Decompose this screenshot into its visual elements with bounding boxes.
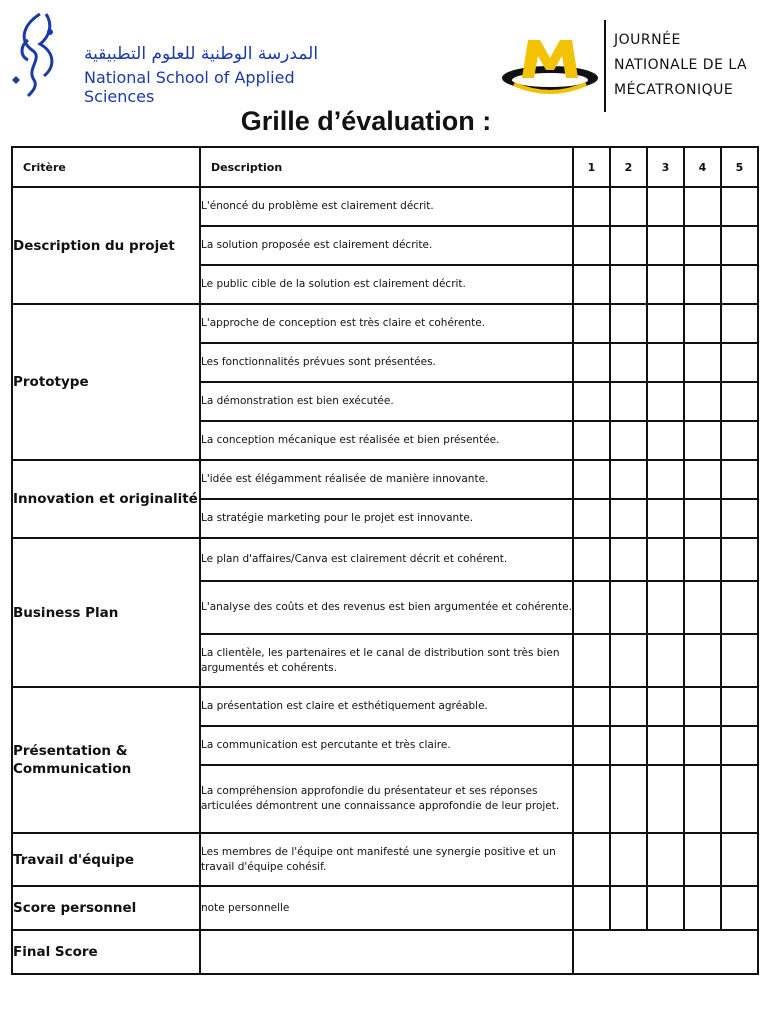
description-cell: note personnelle [200,886,573,930]
score-box[interactable] [647,833,684,886]
description-cell: La stratégie marketing pour le projet est innovante. [200,499,573,538]
score-box[interactable] [573,765,610,833]
score-box[interactable] [573,581,610,634]
score-box[interactable] [573,421,610,460]
score-box[interactable] [647,886,684,930]
score-box[interactable] [573,265,610,304]
event-name-line: JOURNÉE [614,32,681,48]
score-box[interactable] [684,187,721,226]
table-row [12,187,758,226]
score-box[interactable] [721,634,758,687]
criterion-cell: Innovation et originalité [12,460,200,538]
score-box[interactable] [647,581,684,634]
score-box[interactable] [721,499,758,538]
score-box[interactable] [647,726,684,765]
score-box[interactable] [573,226,610,265]
description-cell: Les fonctionnalités prévues sont présentées. [200,343,573,382]
score-box[interactable] [721,886,758,930]
score-box[interactable] [684,634,721,687]
score-box[interactable] [684,382,721,421]
table-row [12,304,758,343]
description-cell: La conception mécanique est réalisée et bien présentée. [200,421,573,460]
event-name-line: NATIONALE DE LA [614,57,748,73]
score-box[interactable] [610,833,647,886]
table-row [12,886,758,930]
score-box[interactable] [684,581,721,634]
score-box[interactable] [684,538,721,581]
score-box[interactable] [610,460,647,499]
description-cell: L'approche de conception est très claire et cohérente. [200,304,573,343]
table-row [12,460,758,499]
score-box[interactable] [647,226,684,265]
score-box[interactable] [573,538,610,581]
score-box[interactable] [721,343,758,382]
event-name-line: MÉCATRONIQUE [614,82,734,98]
score-box[interactable] [684,460,721,499]
description-cell: La présentation est claire et esthétiquement agréable. [200,687,573,726]
description-cell: La démonstration est bien exécutée. [200,382,573,421]
score-box[interactable] [573,382,610,421]
score-box[interactable] [684,304,721,343]
score-box[interactable] [721,304,758,343]
score-box[interactable] [610,581,647,634]
score-box[interactable] [610,499,647,538]
score-box[interactable] [721,187,758,226]
description-cell: La communication est percutante et très claire. [200,726,573,765]
score-box[interactable] [684,726,721,765]
criterion-cell: Final Score [12,930,200,974]
school-name-english: National School of Applied Sciences [84,68,295,106]
score-box[interactable] [647,687,684,726]
description-cell: Le plan d'affaires/Canva est clairement décrit et cohérent. [200,538,573,581]
description-cell: L'analyse des coûts et des revenus est bien argumentée et cohérente. [200,581,573,634]
description-cell: L'idée est élégamment réalisée de manière innovante. [200,460,573,499]
criterion-cell: Business Plan [12,538,200,687]
score-box[interactable] [573,343,610,382]
description-cell: La compréhension approfondie du présentateur et ses réponses articulées démontrent une connaissance approfondie de leur projet. [200,765,573,833]
score-box[interactable] [721,421,758,460]
score-box[interactable] [721,226,758,265]
description-cell: La clientèle, les partenaires et le canal de distribution sont très bien argumentés et cohérents. [200,634,573,687]
criterion-cell: Prototype [12,304,200,460]
score-box[interactable] [684,765,721,833]
score-box[interactable] [721,765,758,833]
score-box[interactable] [610,538,647,581]
score-box[interactable] [721,265,758,304]
score-box[interactable] [573,304,610,343]
score-box[interactable] [573,886,610,930]
score-box[interactable] [647,187,684,226]
header-score: 2 [610,147,647,187]
score-box[interactable] [647,538,684,581]
school-logo [10,10,330,106]
score-box[interactable] [647,499,684,538]
school-emblem-icon [10,10,70,100]
score-box[interactable] [610,226,647,265]
score-box[interactable] [684,343,721,382]
score-box[interactable] [684,833,721,886]
event-logo [498,18,768,114]
score-box[interactable] [647,765,684,833]
criterion-cell: Score personnel [12,886,200,930]
score-box[interactable] [610,265,647,304]
table-header-row [12,147,758,187]
score-box[interactable] [721,833,758,886]
header-score: 4 [684,147,721,187]
score-box[interactable] [610,687,647,726]
final-score-box[interactable] [573,930,758,974]
score-box[interactable] [721,687,758,726]
table-row [12,538,758,581]
score-box[interactable] [573,634,610,687]
table-row [12,833,758,886]
score-box[interactable] [610,343,647,382]
event-emblem-icon [498,28,602,108]
score-box[interactable] [647,460,684,499]
description-cell: Le public cible de la solution est clairement décrit. [200,265,573,304]
score-box[interactable] [647,382,684,421]
description-cell: Les membres de l'équipe ont manifesté une synergie positive et un travail d'équipe cohésif. [200,833,573,886]
score-box[interactable] [573,460,610,499]
score-box[interactable] [610,886,647,930]
header-score: 1 [573,147,610,187]
score-box[interactable] [721,460,758,499]
score-box[interactable] [721,382,758,421]
evaluation-table [11,146,759,975]
score-box[interactable] [684,421,721,460]
criterion-cell: Travail d'équipe [12,833,200,886]
score-box[interactable] [647,421,684,460]
score-box[interactable] [647,343,684,382]
score-box[interactable] [610,726,647,765]
score-box[interactable] [721,581,758,634]
header-criterion: Critère [12,147,200,187]
final-score-row [12,930,758,974]
score-box[interactable] [573,726,610,765]
table-row [12,687,758,726]
score-box[interactable] [647,634,684,687]
score-box[interactable] [610,421,647,460]
logo-divider [604,20,606,112]
header-description: Description [200,147,573,187]
score-box[interactable] [573,833,610,886]
score-box[interactable] [573,187,610,226]
score-box[interactable] [684,226,721,265]
page-title: Grille d’évaluation : [240,106,492,136]
score-box[interactable] [684,687,721,726]
description-cell: L'énoncé du problème est clairement décrit. [200,187,573,226]
criterion-cell: Description du projet [12,187,200,304]
score-box[interactable] [684,499,721,538]
school-name-arabic: المدرسة الوطنية للعلوم التطبيقية [84,44,319,64]
score-box[interactable] [684,886,721,930]
final-score-description [200,930,573,974]
score-box[interactable] [721,726,758,765]
score-box[interactable] [573,687,610,726]
description-cell: La solution proposée est clairement décrite. [200,226,573,265]
score-box[interactable] [610,765,647,833]
event-name [614,28,747,103]
score-box[interactable] [610,634,647,687]
score-box[interactable] [610,304,647,343]
score-box[interactable] [647,265,684,304]
score-box[interactable] [684,265,721,304]
score-box[interactable] [610,187,647,226]
header-score: 3 [647,147,684,187]
score-box[interactable] [647,304,684,343]
score-box[interactable] [610,382,647,421]
score-box[interactable] [573,499,610,538]
header-score: 5 [721,147,758,187]
criterion-cell: Présentation & Communication [12,687,200,833]
score-box[interactable] [721,538,758,581]
